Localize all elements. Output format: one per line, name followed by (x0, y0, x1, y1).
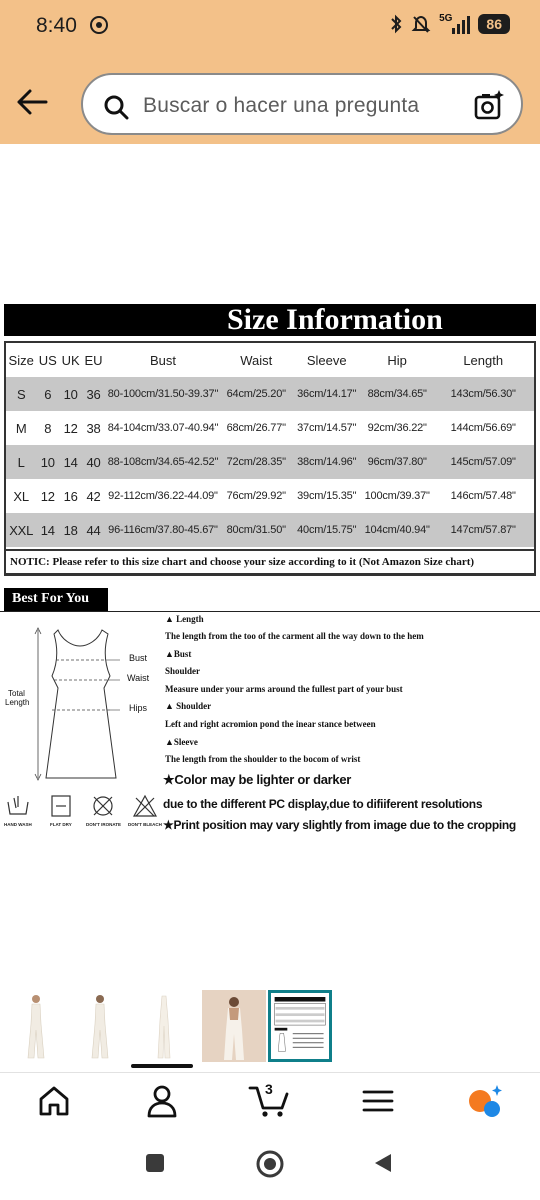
signal-icon (452, 14, 470, 34)
size-table-cell: 92-112cm/36.22-44.09" (108, 490, 218, 502)
desc-line: Shoulder (165, 666, 201, 676)
size-table-cell: L (6, 445, 36, 479)
menu-icon[interactable] (358, 1083, 398, 1119)
table-row (6, 445, 534, 479)
size-table-cell: 18 (59, 513, 82, 547)
search-icon (103, 94, 129, 120)
size-table-cell: 88-108cm/34.65-42.52" (105, 445, 221, 479)
table-row (6, 377, 534, 411)
size-table-header-cell: US (38, 352, 57, 368)
mute-icon (411, 14, 431, 34)
size-table-cell: 76cm/29.92" (226, 490, 286, 502)
status-time: 8:40 (36, 14, 77, 37)
size-table (4, 341, 536, 575)
desc-line: ▲ Length (165, 614, 204, 624)
care-icons (2, 792, 162, 832)
status-bar (0, 0, 540, 52)
bottom-nav (0, 1072, 540, 1128)
cart-count: 3 (265, 1081, 273, 1097)
back-arrow-icon[interactable] (16, 88, 48, 116)
header (0, 0, 540, 144)
image-thumbnails (0, 990, 540, 1070)
product-image-size-chart[interactable] (0, 300, 540, 840)
size-table-cell: 80-100cm/31.50-39.37" (105, 377, 221, 411)
size-table-cell: 92cm/36.22" (367, 422, 427, 434)
size-table-cell: 42 (86, 488, 101, 504)
size-table-cell: 72cm/28.35" (221, 445, 291, 479)
search-input[interactable]: Buscar o hacer una pregunta (143, 94, 420, 117)
size-table-header-cell: Length (463, 352, 504, 368)
no-iron-icon (90, 794, 116, 818)
table-row (6, 479, 534, 513)
camera-search-icon[interactable] (473, 89, 505, 121)
size-table-cell: 6 (36, 377, 59, 411)
size-table-cell: 12 (40, 488, 55, 504)
thumbnail-3[interactable] (132, 990, 196, 1062)
table-row (6, 411, 534, 445)
size-table-cell: 40 (82, 445, 105, 479)
no-bleach-icon (132, 794, 158, 818)
size-table-cell: 146cm/57.48" (450, 490, 516, 502)
desc-line: Measure under your arms around the fullest part of your bust (165, 684, 403, 694)
total-length-label-1: Total (8, 689, 25, 698)
size-table-cell: 100cm/39.37" (364, 490, 430, 502)
size-table-cell: 39cm/15.35" (297, 490, 357, 502)
home-icon[interactable] (34, 1083, 74, 1119)
size-table-cell: 38 (86, 420, 101, 436)
size-table-header-cell: EU (84, 352, 103, 368)
home-system-icon[interactable] (255, 1149, 285, 1179)
size-table-cell: 145cm/57.09" (432, 445, 534, 479)
note-line: ★Print position may vary slightly from image due to the cropping (163, 818, 516, 832)
total-length-label-2: Length (5, 698, 30, 707)
size-table-cell: 36 (82, 377, 105, 411)
care-label-flat-dry: FLAT DRY (50, 822, 72, 827)
size-table-cell: 88cm/34.65" (362, 377, 432, 411)
size-table-cell: M (15, 420, 27, 436)
bluetooth-icon (389, 14, 403, 34)
size-table-cell: 44 (82, 513, 105, 547)
size-chart-title: Size Information (227, 303, 443, 336)
size-title-bar (4, 304, 536, 336)
bust-label: Bust (129, 653, 148, 663)
desc-line: ▲Sleeve (165, 737, 198, 747)
note-line: ★Color may be lighter or darker (163, 772, 352, 787)
size-table-cell: 147cm/57.87" (432, 513, 534, 547)
desc-line: The length from the shoulder to the bocom of wrist (165, 754, 361, 764)
desc-line: Left and right acromion pond the inear stance between (165, 719, 376, 729)
care-label-hand-wash: HAND WASH (4, 822, 32, 827)
size-table-header-cell: Bust (149, 352, 176, 368)
size-table-header (6, 343, 534, 377)
size-table-cell: 96cm/37.80" (362, 445, 432, 479)
battery-indicator: 86 (478, 14, 510, 34)
size-table-cell: 10 (59, 377, 82, 411)
size-table-header-cell: Hip (387, 352, 407, 368)
size-table-header-cell: Size (8, 352, 34, 368)
search-bar[interactable] (81, 73, 523, 135)
size-table-cell: 84-104cm/33.07-40.94" (107, 422, 219, 434)
size-table-cell: 40cm/15.75" (291, 513, 361, 547)
size-table-cell: 37cm/14.57" (297, 422, 357, 434)
system-nav-bar (0, 1128, 540, 1200)
back-system-icon[interactable] (372, 1152, 394, 1174)
thumbnail-1[interactable] (4, 990, 68, 1062)
size-table-cell: 143cm/56.30" (432, 377, 534, 411)
size-table-cell: S (6, 377, 36, 411)
size-table-header-cell: UK (61, 352, 80, 368)
size-table-cell: 14 (36, 513, 59, 547)
cart-button[interactable] (248, 1083, 288, 1119)
size-table-cell: 68cm/26.77" (226, 422, 286, 434)
table-row (6, 513, 534, 547)
care-label-no-bleach: DON'T BLEACH (128, 822, 162, 827)
size-table-cell: 12 (63, 420, 78, 436)
rufus-assistant-icon[interactable] (464, 1083, 504, 1119)
size-table-cell: 38cm/14.96" (291, 445, 361, 479)
note-line: due to the different PC display,due to difiiferent resolutions (163, 797, 483, 811)
recents-icon[interactable] (144, 1152, 166, 1174)
account-icon[interactable] (142, 1083, 182, 1119)
thumbnail-2[interactable] (68, 990, 132, 1062)
status-icons (389, 14, 510, 34)
size-table-header-cell: Waist (240, 352, 273, 368)
thumbnail-indicator (131, 1064, 193, 1068)
size-table-cell: 36cm/14.17" (291, 377, 361, 411)
size-table-cell: 8 (44, 420, 52, 436)
size-table-cell: 14 (59, 445, 82, 479)
size-table-cell: 64cm/25.20" (221, 377, 291, 411)
size-table-cell: 144cm/56.69" (450, 422, 516, 434)
thumbnail-5-size-chart[interactable] (268, 990, 332, 1062)
waist-label: Waist (127, 673, 150, 683)
size-table-cell: 80cm/31.50" (221, 513, 291, 547)
whatsapp-icon (90, 16, 108, 34)
desc-line: ▲ Shoulder (165, 701, 212, 711)
divider (0, 611, 540, 612)
size-table-cell: 104cm/40.94" (362, 513, 432, 547)
thumbnail-4[interactable] (202, 990, 266, 1062)
size-table-cell: 16 (63, 488, 78, 504)
size-table-cell: XXL (6, 513, 36, 547)
best-for-you-tag: Best For You (4, 588, 108, 612)
hips-label: Hips (129, 703, 148, 713)
flat-dry-icon (50, 794, 72, 818)
desc-line: The length from the too of the carment all the way down to the hem (165, 631, 424, 641)
size-table-cell: 10 (36, 445, 59, 479)
care-label-no-iron: DON'T IRONATE (86, 822, 121, 827)
size-table-cell: 96-116cm/37.80-45.67" (105, 513, 221, 547)
desc-line: ▲Bust (165, 649, 192, 659)
hand-wash-icon (6, 794, 30, 818)
size-table-header-cell: Sleeve (306, 352, 347, 368)
size-table-cell: XL (13, 488, 29, 504)
network-label: 5G (439, 12, 453, 24)
size-chart-notice: NOTIC: Please refer to this size chart and choose your size according to it (Not Amazon Size chart) (4, 549, 536, 576)
